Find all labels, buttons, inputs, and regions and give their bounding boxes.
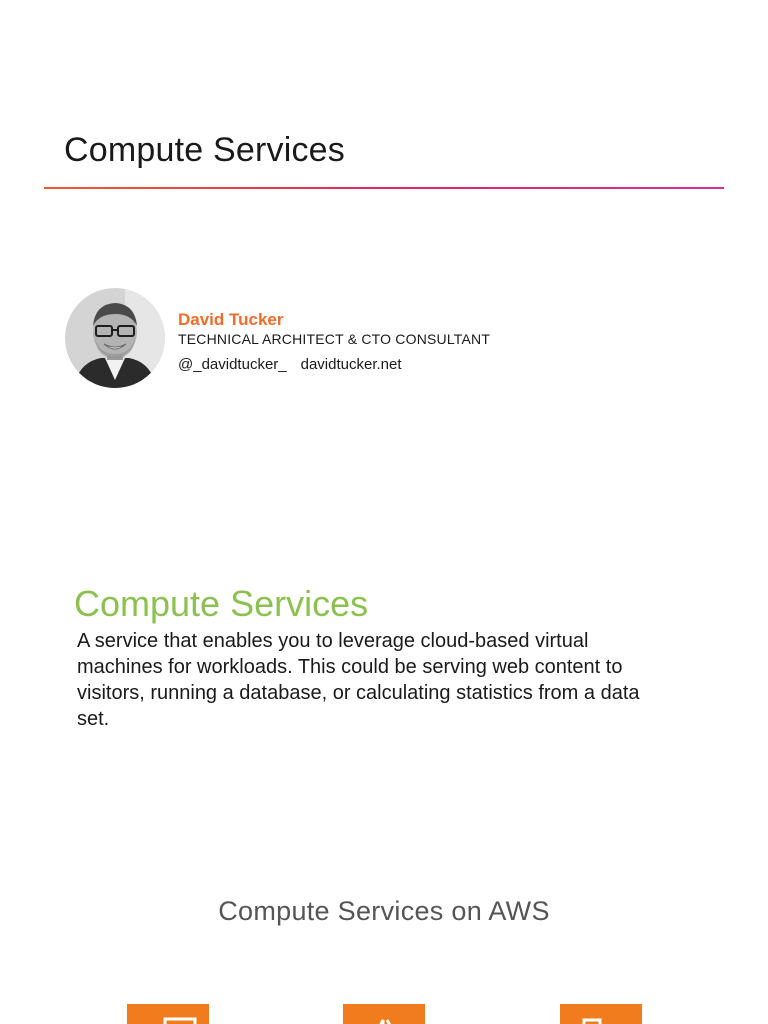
- aws-services-heading: Compute Services on AWS: [218, 896, 550, 926]
- author-photo-icon: [65, 288, 165, 388]
- aws-lambda-icon: [560, 1004, 642, 1024]
- author-name: David Tucker: [178, 310, 284, 329]
- author-links: [178, 356, 402, 373]
- author-twitter-handle: @_davidtucker_: [178, 356, 287, 373]
- aws-ec2-icon: [127, 1004, 209, 1024]
- aws-lightsail-icon: [343, 1004, 425, 1024]
- page-title: Compute Services: [64, 131, 345, 169]
- author-website: davidtucker.net: [300, 356, 402, 373]
- definition-heading: Compute Services: [74, 583, 369, 624]
- author-role: TECHNICAL ARCHITECT & CTO CONSULTANT: [178, 331, 491, 347]
- definition-body: A service that enables you to leverage cloud-based virtual machines for workloads. This could be serving web content to visitors, running a database, or calculating statistics from a data set.: [77, 630, 640, 730]
- title-divider: [44, 187, 724, 189]
- author-avatar: [65, 288, 165, 388]
